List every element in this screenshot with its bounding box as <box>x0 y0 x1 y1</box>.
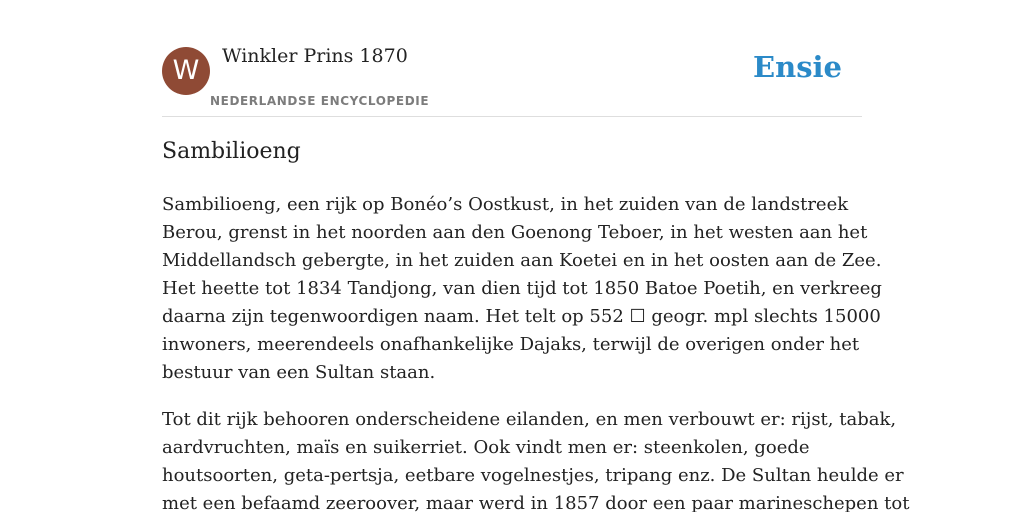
text-line: bestuur van een Sultan staan. <box>162 362 436 383</box>
source-header <box>162 0 862 117</box>
article-title: Sambilioeng <box>162 139 301 164</box>
source-avatar[interactable]: W <box>162 47 210 95</box>
article-paragraph <box>162 406 910 512</box>
text-line: aardvruchten, maïs en suikerriet. Ook vindt men er: steenkolen, goede <box>162 437 810 458</box>
text-line: inwoners, meerendeels onafhankelijke Dajaks, terwijl de overigen onder het <box>162 334 860 355</box>
text-line: Sambilioeng, een rijk op Bonéo’s Oostkust, in het zuiden van de landstreek <box>162 194 849 215</box>
article-paragraph <box>162 191 882 387</box>
text-line: houtsoorten, geta-pertsja, eetbare vogelnestjes, tripang enz. De Sultan heulde er <box>162 465 904 486</box>
text-line: daarna zijn tegenwoordigen naam. Het telt op 552 ☐ geogr. mpl slechts 15000 <box>162 306 881 327</box>
source-title[interactable]: Winkler Prins 1870 <box>222 45 408 67</box>
article-body <box>162 191 910 512</box>
ensie-logo-link[interactable]: Ensie <box>753 50 842 84</box>
text-line: Berou, grenst in het noorden aan den Goenong Teboer, in het westen aan het <box>162 222 868 243</box>
text-line: Het heette tot 1834 Tandjong, van dien tijd tot 1850 Batoe Poetih, en verkreeg <box>162 278 882 299</box>
text-line: met een befaamd zeeroover, maar werd in 1857 door een paar marineschepen tot <box>162 493 910 512</box>
source-subtitle: NEDERLANDSE ENCYCLOPEDIE <box>210 94 430 108</box>
text-line: Tot dit rijk behooren onderscheidene eilanden, en men verbouwt er: rijst, tabak, <box>162 409 897 430</box>
text-line: Middellandsch gebergte, in het zuiden aan Koetei en in het oosten aan de Zee. <box>162 250 882 271</box>
